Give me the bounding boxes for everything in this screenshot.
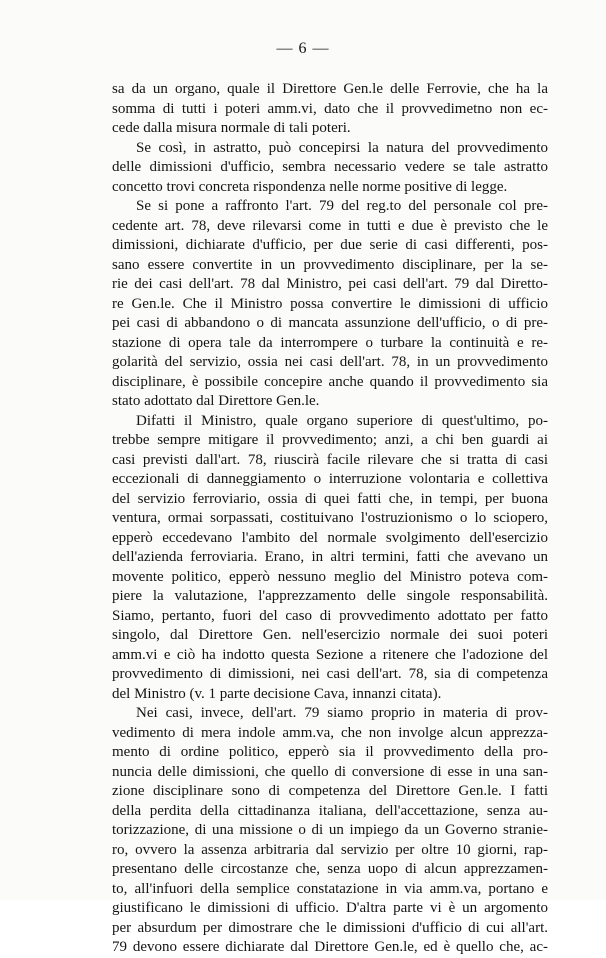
- text-line: stato adottato dal Direttore Gen.le.: [112, 393, 320, 409]
- text-line: to, all'infuori della semplice constatazione in via amm.va, portano e: [112, 880, 548, 897]
- text-line: re Gen.le. Che il Ministro possa convertire le dimissioni di ufficio: [112, 295, 548, 312]
- text-line: stazione di opera tale da interrompere o turbare la continuità e re-: [112, 334, 548, 351]
- text-line: pei casi di abbandono o di mancata assunzione dell'ufficio, o di pre-: [112, 315, 548, 331]
- text-line: cedente art. 78, deve rilevarsi come in tutti e due è previsto che le: [112, 217, 548, 234]
- text-line: cede dalla misura normale di tali poteri.: [112, 120, 351, 136]
- page-number: — 6 —: [276, 40, 330, 57]
- text-line: epperò eccedevano l'ambito del normale svolgimento dell'esercizio: [112, 529, 548, 546]
- text-line: somma di tutti i poteri amm.vi, dato che il provvedimetno non ec-: [112, 100, 548, 117]
- text-line: Nei casi, invece, dell'art. 79 siamo proprio in materia di prov-: [136, 705, 548, 721]
- text-line: Se si pone a raffronto l'art. 79 del reg.to del personale col pre-: [136, 198, 548, 214]
- text-line: della perdita della cittadinanza italiana, dell'accettazione, senza au-: [112, 802, 548, 819]
- text-line: Se così, in astratto, può concepirsi la natura del provvedimento: [136, 139, 548, 156]
- text-line: zione disciplinare sono di competenza del Direttore Gen.le. I fatti: [112, 783, 548, 799]
- text-line: eccezionali di danneggiamento o interruzione volontaria e collettiva: [112, 471, 548, 487]
- text-line: piere la valutazione, l'apprezzamento delle singole responsabilità.: [112, 588, 548, 604]
- text-line: vedimento di mera indole amm.va, che non involge alcun apprezza-: [112, 724, 548, 741]
- text-line: ro, ovvero la assenza arbitraria dal servizio per oltre 10 giorni, rap-: [112, 841, 548, 858]
- text-line: presentano delle circostanze che, senza uopo di alcun apprezzamen-: [112, 861, 548, 877]
- text-line: delle dimissioni d'ufficio, sembra necessario vedere se tale astratto: [112, 159, 548, 175]
- text-line: golarità del servizio, ossia nei casi dell'art. 78, in un provvedimento: [112, 354, 548, 370]
- text-line: sano essere convertite in un provvedimento disciplinare, per la se-: [112, 256, 548, 273]
- text-line: dell'azienda ferroviaria. Erano, in altri termini, fatti che avevano un: [112, 549, 548, 565]
- text-line: disciplinare, è possibile concepire anche quando il provvedimento sia: [112, 373, 548, 390]
- text-line: ventura, ormai sorpassati, costituivano l'ostruzionismo o lo sciopero,: [112, 510, 548, 526]
- text-line: Siamo, pertanto, fuori del caso di provvedimento adottato per fatto: [112, 607, 548, 624]
- text-line: mento di ordine politico, epperò sia il provvedimento della pro-: [112, 744, 548, 760]
- text-line: giustificano le dimissioni di ufficio. D'altra parte vi è un argomento: [112, 900, 548, 916]
- text-line: torizzazione, di una missione o di un impiego da un Governo stranie-: [112, 822, 548, 838]
- text-line: sa da un organo, quale il Direttore Gen.le delle Ferrovie, che ha la: [112, 81, 548, 97]
- text-line: rie dei casi dell'art. 78 dal Ministro, pei casi dell'art. 79 dal Diretto-: [112, 276, 548, 292]
- text-line: concetto trovi concreta rispondenza nelle norme positive di legge.: [112, 178, 508, 195]
- text-line: nuncia delle dimissioni, che quello di conversione di esse in una san-: [112, 763, 548, 780]
- text-line: singolo, dal Direttore Gen. nell'esercizio normale dei suoi poteri: [112, 627, 548, 643]
- text-line: dimissioni, dichiarate d'ufficio, per due serie di casi differenti, pos-: [112, 237, 548, 253]
- text-line: movente politico, epperò nessuno meglio del Ministro poteva com-: [112, 568, 548, 585]
- text-line: casi previsti dall'art. 78, riuscirà facile rilevare che si tratta di casi: [112, 451, 548, 468]
- text-line: trebbe sempre mitigare il provvedimento; anzi, a chi ben guardi ai: [112, 432, 548, 448]
- body-text: [112, 80, 548, 958]
- text-line: amm.vi e ciò ha indotto questa Sezione a ritenere che l'adozione del: [112, 646, 548, 663]
- text-line: Difatti il Ministro, quale organo superiore di quest'ultimo, po-: [136, 412, 548, 429]
- text-line: del servizio ferroviario, ossia di quei fatti che, in tempi, per buona: [112, 490, 548, 507]
- text-line: 79 devono essere dichiarate dal Direttore Gen.le, ed è quello che, ac-: [112, 939, 548, 955]
- text-line: del Ministro (v. 1 parte decisione Cava, innanzi citata).: [112, 685, 442, 702]
- text-line: per absurdum per dimostrare che le dimissioni d'ufficio di cui all'art.: [112, 919, 548, 936]
- text-line: provvedimento di dimissioni, nei casi dell'art. 78, sia di competenza: [112, 666, 548, 682]
